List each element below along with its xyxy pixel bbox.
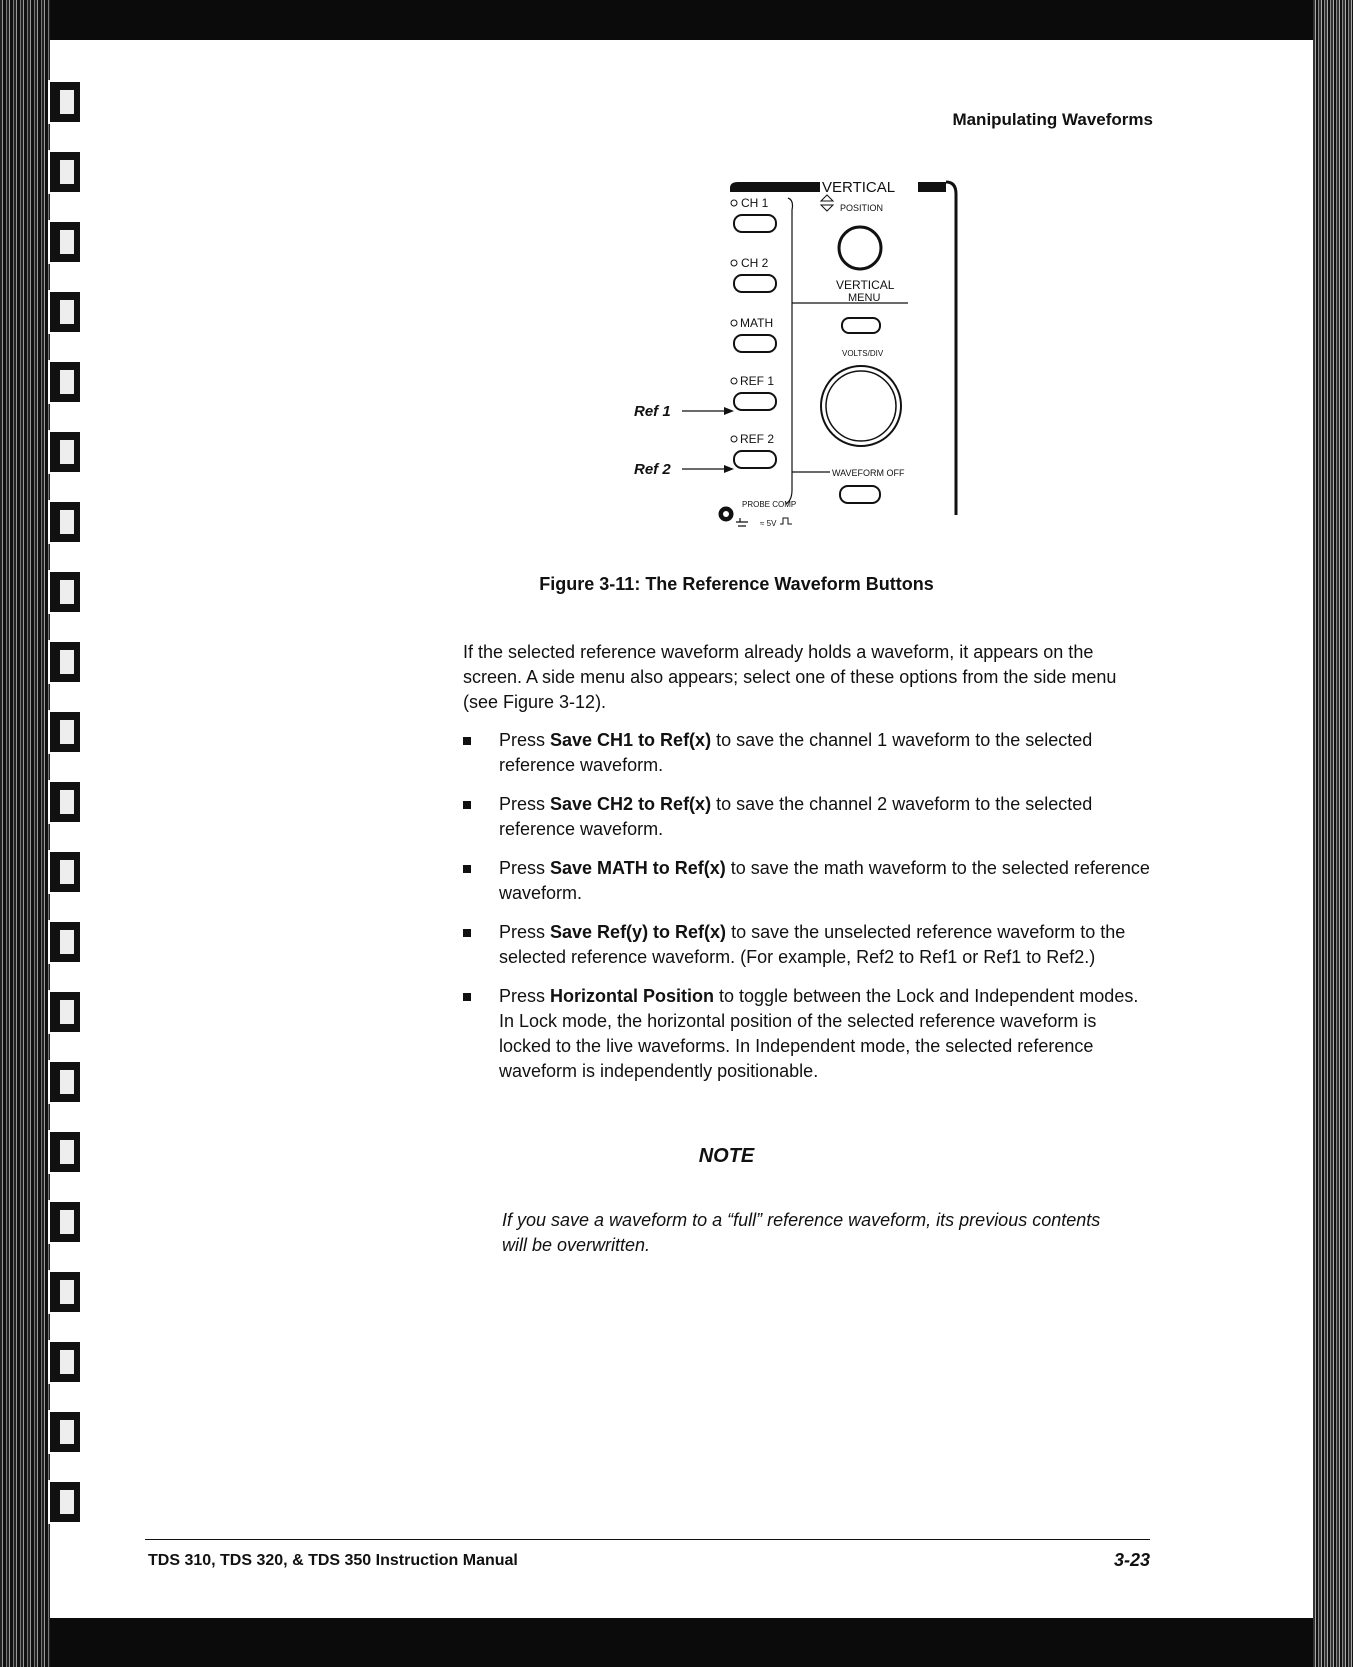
page-number: 3-23 [1113, 1550, 1150, 1570]
ground-symbol-icon [736, 518, 748, 526]
binding-ring [48, 80, 82, 124]
menu-option-name: Save CH2 to Ref(x) [550, 794, 712, 814]
page-header: Manipulating Waveforms [952, 110, 1153, 129]
list-item [463, 984, 1153, 1084]
binding-ring [48, 990, 82, 1034]
item-text: to save the channel 1 waveform to the selected reference waveform. [499, 730, 1093, 775]
svg-text:MATH: MATH [740, 316, 774, 330]
list-item [463, 728, 1153, 778]
button-ch2[interactable] [731, 256, 776, 292]
callout-ref1: Ref 1 [634, 403, 671, 420]
bullet-icon [463, 929, 471, 937]
note-heading: NOTE [698, 1145, 755, 1167]
spiral-binding [48, 60, 84, 1580]
item-text: to save the unselected reference waveform to the selected reference waveform. (For example, Ref2 to Ref1 or Ref1 to Ref2.) [499, 922, 1126, 967]
binding-ring [48, 710, 82, 754]
binding-ring [48, 360, 82, 404]
svg-text:CH 2: CH 2 [741, 256, 769, 270]
binding-ring [48, 150, 82, 194]
probe-comp-terminal-center [723, 511, 729, 517]
item-text: Press [499, 730, 551, 750]
svg-text:POSITION: POSITION [840, 203, 884, 213]
svg-text:REF 2: REF 2 [740, 432, 775, 446]
waveform-off-label: WAVEFORM OFF [832, 468, 905, 478]
vertical-menu-button[interactable] [842, 318, 880, 333]
binding-ring [48, 640, 82, 684]
intro-paragraph: If the selected reference waveform already holds a waveform, it appears on the screen. A side menu also appears; select one of these options from the side menu (see Figure 3-12). [463, 642, 1117, 712]
item-text: to toggle between the Lock and Independent modes. In Lock mode, the horizontal position of the selected reference waveform is locked to the live waveforms. In Independent mode, the selected reference waveform is independently positionable. [499, 986, 1139, 1081]
binding-ring [48, 920, 82, 964]
vertical-menu-label: VERTICAL [836, 278, 895, 292]
channel-bracket [786, 198, 793, 504]
binding-ring [48, 780, 82, 824]
callout-ref2-arrow [724, 465, 734, 473]
bullet-icon [463, 737, 471, 745]
binding-ring [48, 1340, 82, 1384]
button-ref2[interactable] [731, 432, 776, 468]
binding-ring [48, 1480, 82, 1524]
menu-option-name: Save MATH to Ref(x) [550, 858, 726, 878]
binding-ring [48, 430, 82, 474]
item-text: Press [499, 922, 551, 942]
item-text: Press [499, 794, 551, 814]
probe-comp-label: PROBE COMP [742, 500, 797, 509]
options-list [463, 728, 1153, 1098]
item-text: to save the math waveform to the selected reference waveform. [499, 858, 1150, 903]
volts-div-label: VOLTS/DIV [842, 349, 884, 358]
binding-ring [48, 1060, 82, 1104]
bullet-icon [463, 865, 471, 873]
panel-title: VERTICAL [822, 179, 896, 196]
scan-border-top [0, 0, 1353, 40]
bullet-icon [463, 993, 471, 1001]
item-text: Press [499, 858, 551, 878]
list-item [463, 856, 1153, 906]
svg-text:REF 1: REF 1 [740, 374, 775, 388]
scan-border-bottom [0, 1618, 1353, 1667]
callout-ref1-arrow [724, 407, 734, 415]
panel-top-bar-right [918, 182, 946, 192]
button-ref1[interactable] [731, 374, 776, 410]
footer-manual-title: TDS 310, TDS 320, & TDS 350 Instruction Manual [148, 1552, 518, 1569]
binding-ring [48, 500, 82, 544]
waveform-off-button[interactable] [840, 486, 880, 503]
figure-caption: Figure 3-11: The Reference Waveform Buttons [539, 574, 934, 594]
menu-option-name: Horizontal Position [550, 986, 715, 1006]
item-text: Press [499, 986, 551, 1006]
item-text: to save the channel 2 waveform to the selected reference waveform. [499, 794, 1093, 839]
menu-option-name: Save CH1 to Ref(x) [550, 730, 712, 750]
bullet-icon [463, 801, 471, 809]
list-item [463, 792, 1153, 842]
square-wave-icon [780, 518, 792, 524]
volts-div-knob[interactable] [821, 366, 901, 446]
position-knob[interactable] [821, 195, 883, 269]
menu-option-name: Save Ref(y) to Ref(x) [550, 922, 727, 942]
footer-rule [145, 1539, 1150, 1540]
binding-ring [48, 220, 82, 264]
binding-ring [48, 1200, 82, 1244]
vertical-panel-figure [620, 170, 970, 540]
binding-ring [48, 1270, 82, 1314]
note-body: If you save a waveform to a “full” reference waveform, its previous contents will be overwritten. [502, 1210, 1101, 1255]
binding-ring [48, 290, 82, 334]
callout-ref2: Ref 2 [634, 461, 671, 478]
probe-comp-voltage: ≈ 5V [760, 519, 777, 528]
binding-ring [48, 850, 82, 894]
vertical-menu-sublabel: MENU [848, 292, 881, 304]
button-math[interactable] [731, 316, 776, 352]
button-ch1[interactable] [731, 196, 776, 232]
panel-right-edge [946, 182, 956, 515]
list-item [463, 920, 1153, 970]
panel-top-bar [730, 182, 820, 192]
scan-border-right [1313, 0, 1353, 1667]
binding-ring [48, 1410, 82, 1454]
scan-border-left [0, 0, 50, 1667]
svg-text:CH 1: CH 1 [741, 196, 769, 210]
vertical-panel-diagram [620, 170, 970, 540]
